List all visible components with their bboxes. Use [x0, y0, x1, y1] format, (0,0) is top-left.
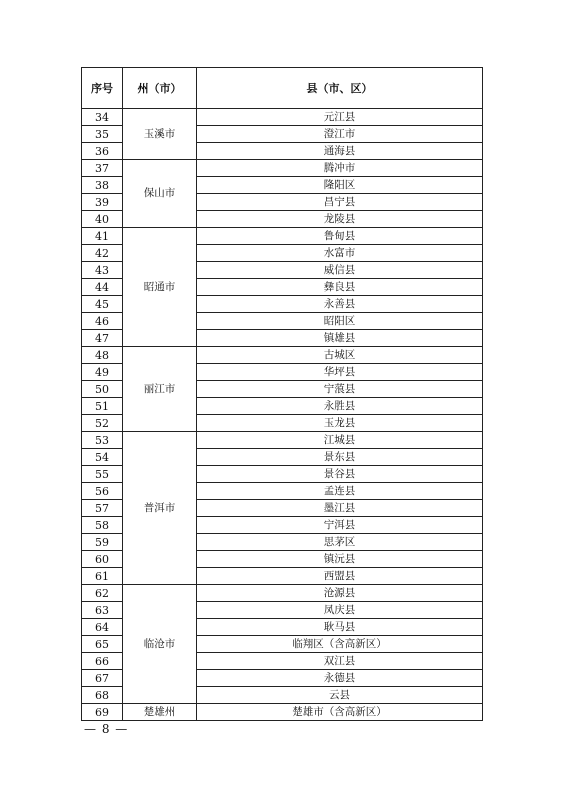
serial-number-cell: 35 — [82, 126, 123, 143]
county-cell: 古城区 — [197, 347, 483, 364]
county-cell: 云县 — [197, 687, 483, 704]
serial-number-cell: 57 — [82, 500, 123, 517]
county-cell: 腾冲市 — [197, 160, 483, 177]
county-cell: 沧源县 — [197, 585, 483, 602]
county-cell: 华坪县 — [197, 364, 483, 381]
county-cell: 永善县 — [197, 296, 483, 313]
serial-number-cell: 53 — [82, 432, 123, 449]
table-row — [82, 109, 483, 126]
county-cell: 镇雄县 — [197, 330, 483, 347]
serial-number-cell: 49 — [82, 364, 123, 381]
serial-number-cell: 65 — [82, 636, 123, 653]
county-cell: 通海县 — [197, 143, 483, 160]
county-cell: 澄江市 — [197, 126, 483, 143]
table-row — [82, 160, 483, 177]
serial-number-cell: 34 — [82, 109, 123, 126]
county-cell: 景谷县 — [197, 466, 483, 483]
county-cell: 昭阳区 — [197, 313, 483, 330]
county-cell: 鲁甸县 — [197, 228, 483, 245]
serial-number-cell: 69 — [82, 704, 123, 721]
header-prefecture: 州（市） — [123, 68, 197, 109]
table-row — [82, 228, 483, 245]
serial-number-cell: 62 — [82, 585, 123, 602]
county-cell: 玉龙县 — [197, 415, 483, 432]
county-cell: 双江县 — [197, 653, 483, 670]
serial-number-cell: 60 — [82, 551, 123, 568]
serial-number-cell: 46 — [82, 313, 123, 330]
county-cell: 威信县 — [197, 262, 483, 279]
page-number: — 8 — — [84, 722, 129, 736]
table-body — [82, 109, 483, 721]
county-cell: 思茅区 — [197, 534, 483, 551]
serial-number-cell: 66 — [82, 653, 123, 670]
county-cell: 临翔区（含高新区） — [197, 636, 483, 653]
county-cell: 墨江县 — [197, 500, 483, 517]
county-cell: 昌宁县 — [197, 194, 483, 211]
county-cell: 镇沅县 — [197, 551, 483, 568]
table-row — [82, 432, 483, 449]
table-row — [82, 585, 483, 602]
serial-number-cell: 51 — [82, 398, 123, 415]
serial-number-cell: 59 — [82, 534, 123, 551]
serial-number-cell: 55 — [82, 466, 123, 483]
serial-number-cell: 44 — [82, 279, 123, 296]
prefecture-cell: 保山市 — [123, 160, 197, 228]
serial-number-cell: 40 — [82, 211, 123, 228]
table-row — [82, 704, 483, 721]
header-serial-number: 序号 — [82, 68, 123, 109]
county-list-table — [81, 67, 483, 721]
table-header-row — [82, 68, 483, 109]
serial-number-cell: 64 — [82, 619, 123, 636]
prefecture-cell: 临沧市 — [123, 585, 197, 704]
serial-number-cell: 52 — [82, 415, 123, 432]
county-cell: 孟连县 — [197, 483, 483, 500]
serial-number-cell: 39 — [82, 194, 123, 211]
county-cell: 隆阳区 — [197, 177, 483, 194]
prefecture-cell: 楚雄州 — [123, 704, 197, 721]
county-cell: 景东县 — [197, 449, 483, 466]
county-cell: 宁蒗县 — [197, 381, 483, 398]
serial-number-cell: 68 — [82, 687, 123, 704]
prefecture-cell: 普洱市 — [123, 432, 197, 585]
serial-number-cell: 58 — [82, 517, 123, 534]
county-cell: 凤庆县 — [197, 602, 483, 619]
serial-number-cell: 36 — [82, 143, 123, 160]
header-county: 县（市、区） — [197, 68, 483, 109]
serial-number-cell: 48 — [82, 347, 123, 364]
serial-number-cell: 61 — [82, 568, 123, 585]
county-cell: 永胜县 — [197, 398, 483, 415]
serial-number-cell: 67 — [82, 670, 123, 687]
serial-number-cell: 56 — [82, 483, 123, 500]
serial-number-cell: 38 — [82, 177, 123, 194]
county-cell: 西盟县 — [197, 568, 483, 585]
county-cell: 龙陵县 — [197, 211, 483, 228]
serial-number-cell: 50 — [82, 381, 123, 398]
county-cell: 水富市 — [197, 245, 483, 262]
serial-number-cell: 54 — [82, 449, 123, 466]
prefecture-cell: 玉溪市 — [123, 109, 197, 160]
serial-number-cell: 37 — [82, 160, 123, 177]
county-cell: 楚雄市（含高新区） — [197, 704, 483, 721]
serial-number-cell: 41 — [82, 228, 123, 245]
serial-number-cell: 43 — [82, 262, 123, 279]
county-cell: 宁洱县 — [197, 517, 483, 534]
serial-number-cell: 42 — [82, 245, 123, 262]
county-cell: 彝良县 — [197, 279, 483, 296]
table-row — [82, 347, 483, 364]
county-cell: 耿马县 — [197, 619, 483, 636]
county-cell: 元江县 — [197, 109, 483, 126]
serial-number-cell: 45 — [82, 296, 123, 313]
county-cell: 江城县 — [197, 432, 483, 449]
serial-number-cell: 47 — [82, 330, 123, 347]
prefecture-cell: 昭通市 — [123, 228, 197, 347]
county-cell: 永德县 — [197, 670, 483, 687]
prefecture-cell: 丽江市 — [123, 347, 197, 432]
serial-number-cell: 63 — [82, 602, 123, 619]
